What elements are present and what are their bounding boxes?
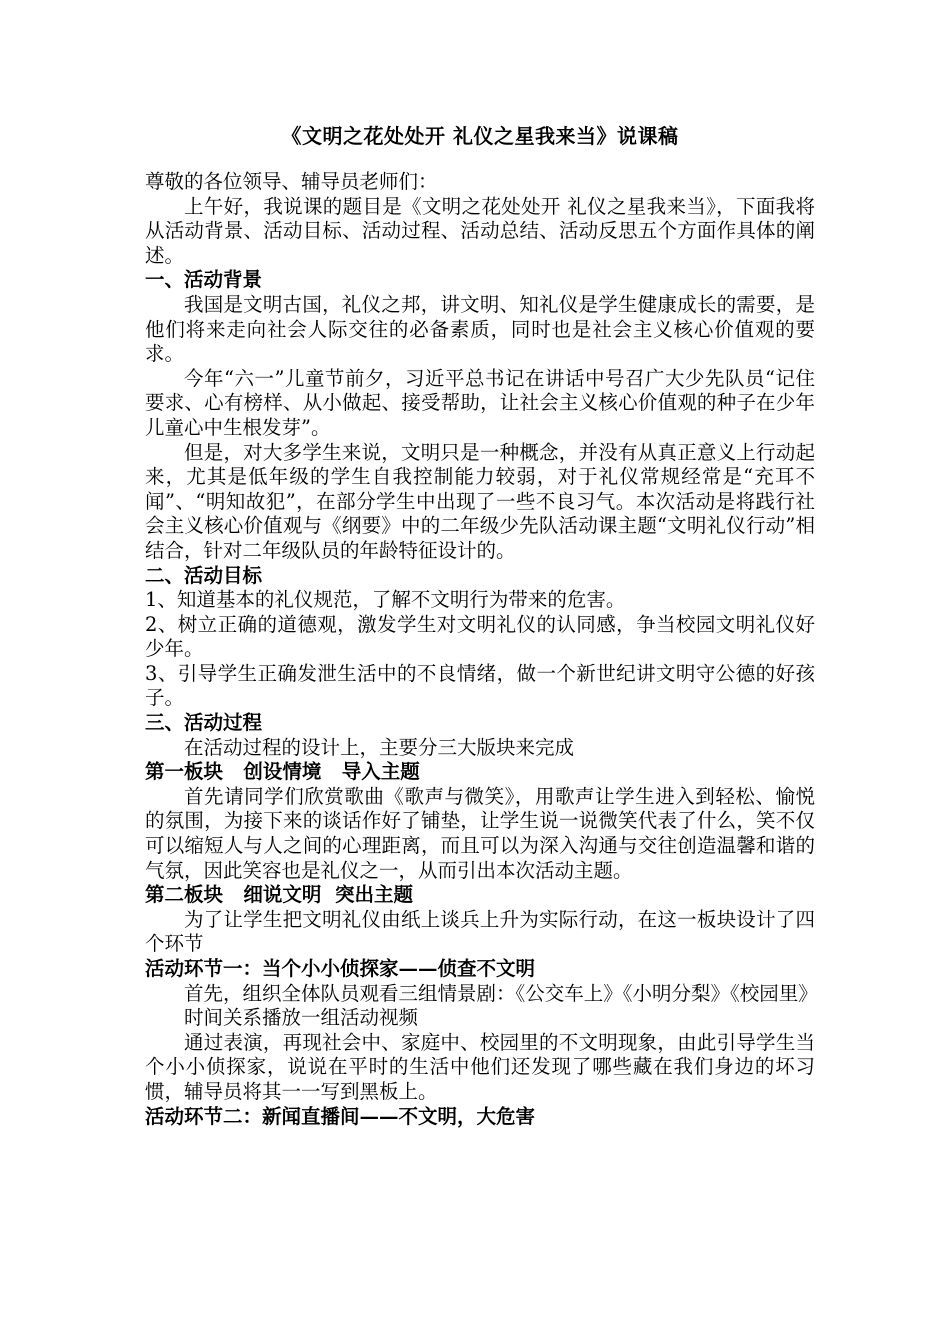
link1-paragraph: 通过表演，再现社会中、家庭中、校园里的不文明现象，由此引导学生当个小小侦探家，说说在平时的生活中他们还发现了哪些藏在我们身边的坏习惯，辅导员将其一一写到黑板上。 [145, 1030, 815, 1103]
goal-item: 2、树立正确的道德观，激发学生对文明礼仪的认同感，争当校园文明礼仪好少年。 [145, 612, 815, 661]
block2-heading: 第二板块 细说文明 突出主题 [145, 883, 413, 907]
block1-heading: 第一板块 创设情境 导入主题 [145, 760, 420, 784]
goal-item: 1、知道基本的礼仪规范，了解不文明行为带来的危害。 [145, 588, 626, 612]
process-intro: 在活动过程的设计上，主要分三大版块来完成 [184, 735, 575, 759]
link1-heading: 活动环节一：当个小小侦探家——侦查不文明 [145, 957, 536, 980]
intro-paragraph: 上午好，我说课的题目是《文明之花处处开 礼仪之星我来当》，下面我将从活动背景、活动目标、活动过程、活动总结、活动反思五个方面作具体的阐述。 [145, 194, 815, 267]
document-title: 《文明之花处处开 礼仪之星我来当》说课稿 [281, 124, 679, 148]
section-heading-process: 三、活动过程 [145, 711, 263, 735]
link2-heading: 活动环节二：新闻直播间——不文明，大危害 [145, 1104, 536, 1128]
link1-paragraph: 首先，组织全体队员观看三组情景剧：《公交车上》《小明分梨》《校园里》 [184, 981, 818, 1005]
background-paragraph: 但是，对大多学生来说，文明只是一种概念，并没有从真正意义上行动起来，尤其是低年级的学生自我控制能力较弱，对于礼仪常规经常是“充耳不闻”、“明知故犯”，在部分学生中出现了一些不良习气。本次活动是将践行社会主义核心价值观与《纲要》中的二年级少先队活动课主题“文明礼仪行动”相结合，针对二年级队员的年龄特征设计的。 [145, 440, 815, 562]
goal-item: 3、引导学生正确发泄生活中的不良情绪，做一个新世纪讲文明守公德的好孩子。 [145, 661, 815, 710]
background-paragraph: 我国是文明古国，礼仪之邦，讲文明、知礼仪是学生健康成长的需要，是他们将来走向社会人际交往的必备素质，同时也是社会主义核心价值观的要求。 [145, 292, 815, 366]
block1-paragraph: 首先请同学们欣赏歌曲《歌声与微笑》，用歌声让学生进入到轻松、愉悦的氛围，为接下来的谈话作好了铺垫，让学生说一说微笑代表了什么，笑不仅可以缩短人与人之间的心理距离，而且可以为深入沟通与交往创造温馨和谐的气氛，因此笑容也是礼仪之一，从而引出本次活动主题。 [145, 784, 815, 882]
section-heading-background: 一、活动背景 [145, 268, 263, 292]
block2-paragraph: 为了让学生把文明礼仪由纸上谈兵上升为实际行动，在这一板块设计了四个环节 [145, 907, 815, 956]
background-paragraph: 今年“六一”儿童节前夕，习近平总书记在讲话中号召广大少先队员“记住要求、心有榜样、从小做起、接受帮助，让社会主义核心价值观的种子在少年儿童心中生根发芽”。 [145, 366, 815, 439]
link1-paragraph: 时间关系播放一组活动视频 [184, 1006, 419, 1030]
section-heading-goals: 二、活动目标 [145, 563, 263, 587]
document-page [145, 120, 818, 1129]
greeting: 尊敬的各位领导、辅导员老师们： [145, 170, 438, 193]
